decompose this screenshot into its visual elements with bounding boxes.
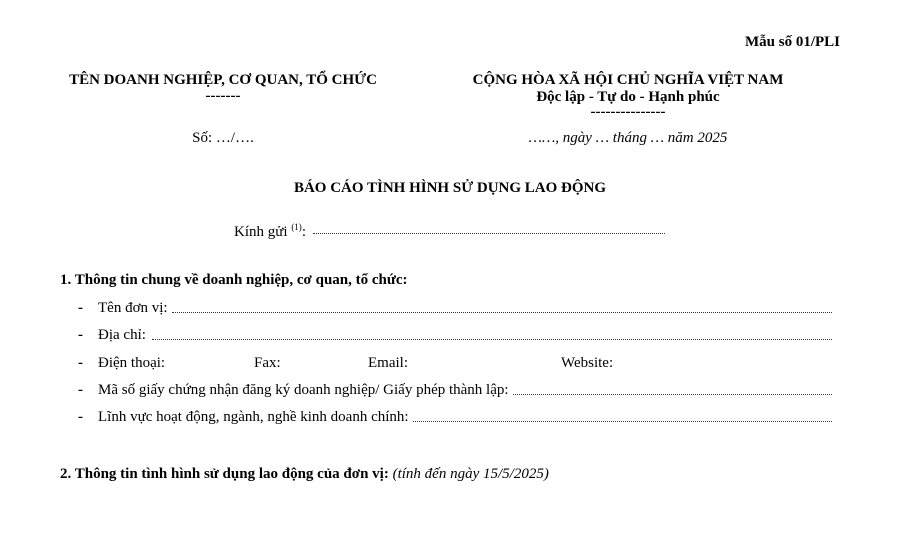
recipient-label: Kính gửi [234, 224, 288, 240]
list-item [78, 382, 509, 399]
list-item [78, 300, 168, 317]
bullet: - [78, 355, 83, 371]
recipient-footnote: (1) [291, 222, 302, 232]
recipient-field[interactable] [313, 233, 665, 234]
recipient-colon: : [301, 224, 306, 240]
document-date: ……, ngày … tháng … năm 2025 [528, 130, 728, 146]
list-item [78, 355, 165, 372]
website-label: Website: [561, 355, 614, 371]
form-number: Mẫu số 01/PLI [744, 34, 840, 50]
bullet: - [78, 382, 83, 398]
section2-heading: 2. Thông tin tình hình sử dụng lao động của đơn vị: [60, 466, 389, 482]
organization-name: TÊN DOANH NGHIỆP, CƠ QUAN, TỔ CHỨC [69, 72, 377, 88]
email-label: Email: [368, 355, 408, 371]
left-header-rule: ------- [205, 88, 241, 104]
list-item [78, 409, 409, 426]
bullet: - [78, 327, 83, 343]
section2-heading-line [60, 466, 549, 483]
recipient-line [234, 222, 306, 241]
country-name: CỘNG HÒA XÃ HỘI CHỦ NGHĨA VIỆT NAM [472, 72, 784, 88]
fax-label: Fax: [254, 355, 281, 371]
license-field[interactable] [513, 394, 832, 395]
right-header-rule: --------------- [590, 104, 666, 120]
report-title: BÁO CÁO TÌNH HÌNH SỬ DỤNG LAO ĐỘNG [293, 180, 607, 196]
national-motto: Độc lập - Tự do - Hạnh phúc [536, 89, 720, 105]
license-label: Mã số giấy chứng nhận đăng ký doanh nghiệp/ Giấy phép thành lập: [98, 382, 509, 398]
section2-note: (tính đến ngày 15/5/2025) [392, 466, 549, 482]
unit-name-label: Tên đơn vị: [98, 300, 168, 316]
document-number: Số: …/…. [192, 130, 254, 146]
address-label: Địa chỉ: [98, 327, 146, 343]
list-item [78, 327, 146, 344]
phone-label: Điện thoại: [98, 355, 166, 371]
address-field[interactable] [152, 339, 832, 340]
unit-name-field[interactable] [172, 312, 832, 313]
bullet: - [78, 300, 83, 316]
bullet: - [78, 409, 83, 425]
section1-heading: 1. Thông tin chung về doanh nghiệp, cơ quan, tổ chức: [60, 272, 408, 288]
business-field-label: Lĩnh vực hoạt động, ngành, nghề kinh doanh chính: [98, 409, 409, 425]
business-field-input[interactable] [413, 421, 832, 422]
